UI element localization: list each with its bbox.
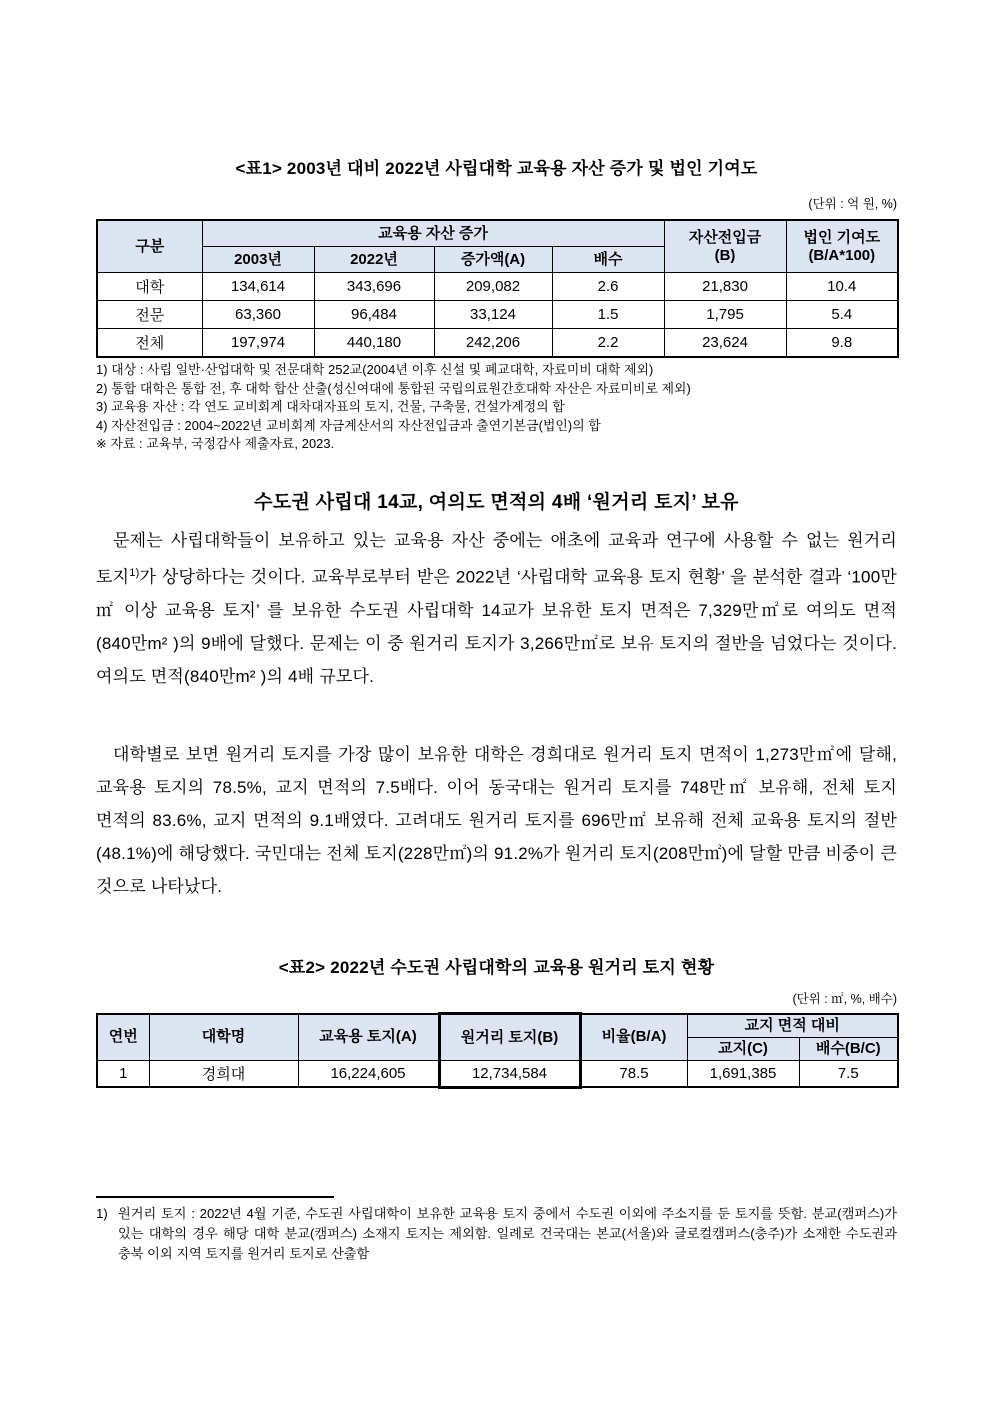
page-footnote [96, 1204, 897, 1264]
table1-header-multiple: 배수 [552, 247, 664, 273]
table-cell: 134,614 [202, 273, 314, 301]
paragraph-1 [96, 524, 897, 693]
table1-header-increase: 증가액(A) [434, 247, 552, 273]
table-cell: 21,830 [664, 273, 786, 301]
table1-footnote-1: 1) 대상 : 사립 일반·산업대학 및 전문대학 252교(2004년 이후 신설 및 폐교대학, 자료미비 대학 제외) [96, 362, 654, 377]
table-cell: 1 [97, 1060, 149, 1087]
table1-header-contribution-line1: 법인 기여도 [803, 229, 881, 247]
table2-header-ratio: 비율(B/A) [580, 1014, 687, 1061]
table1-header-contribution-line2: (B/A*100) [808, 246, 876, 264]
table-cell-remote-land: 12,734,584 [439, 1060, 580, 1087]
page-footnote-text: 원거리 토지 : 2022년 4월 기준, 수도권 사립대학이 보유한 교육용 토지 중에서 수도권 이외에 주소지를 둔 토지를 뜻함. 분교(캠퍼스)가 있는 대학의 경우 해당 대학 분교(캠퍼스) 소재지 토지는 제외함. 일례로 건국대는 본교(서울)와 글로컬캠퍼스(충주)가 소재한 수도권과 충북 이외 지역 토지를 원거리 토지로 산출함 [118, 1206, 897, 1261]
table1-row-label: 전문 [97, 301, 202, 329]
table2-header-edu-land: 교육용 토지(A) [298, 1014, 439, 1061]
table2-header-university: 대학명 [149, 1014, 298, 1061]
footnote-reference: 1) [129, 567, 140, 579]
table-cell: 242,206 [434, 329, 552, 358]
table1-footnotes [96, 361, 897, 454]
paragraph-1-text: 문제는 사립대학들이 보유하고 있는 교육용 자산 중에는 애초에 교육과 연구에 사용할 수 없는 원거리 토지 [96, 531, 897, 587]
table-cell: 16,224,605 [298, 1060, 439, 1087]
table2-unit-note: (단위 : ㎡, %, 배수) [792, 992, 897, 1006]
table-cell: 209,082 [434, 273, 552, 301]
table1-title: <표1> 2003년 대비 2022년 사립대학 교육용 자산 증가 및 법인 기여도 [235, 159, 758, 178]
table1-header-contribution [786, 220, 898, 273]
table-cell: 경희대 [149, 1060, 298, 1087]
table2-header-remote-land: 원거리 토지(B) [439, 1014, 580, 1061]
table1-source-note: ※ 자료 : 교육부, 국정감사 제출자료, 2023. [96, 436, 335, 452]
footnote-separator [96, 1196, 334, 1198]
paragraph-1-text-cont: 가 상당하다는 것이다. 교육부로부터 받은 2022년 ‘사립대학 교육용 토지 현황’ 을 분석한 결과 ‘100만㎡ 이상 교육용 토지’ 를 보유한 수도권 사립대학 14교가 보유한 토지 면적은 7,329만㎡로 여의도 면적(840만m² )의 9배에 달했다. 문제는 이 중 원거리 토지가 3,266만㎡로 보유 토지의 절반을 넘었다는 것이다. 여의도 면적(840만m² )의 4배 규모다. [96, 567, 897, 686]
table1-header-transfer-line1: 자산전입금 [688, 229, 762, 247]
table2-header-campus-group: 교지 면적 대비 [687, 1014, 898, 1038]
table1-header-transfer-line2: (B) [714, 246, 736, 264]
table-cell: 9.8 [786, 329, 898, 358]
table1-row-label: 전체 [97, 329, 202, 358]
table-cell: 78.5 [580, 1060, 687, 1087]
table-cell: 7.5 [799, 1060, 898, 1087]
table1-footnote-3: 3) 교육용 자산 : 각 연도 교비회계 대차대자표의 토지, 건물, 구축물, 건설가계정의 합 [96, 399, 565, 415]
table-cell: 5.4 [786, 301, 898, 329]
table-cell: 1,795 [664, 301, 786, 329]
table-cell: 33,124 [434, 301, 552, 329]
table-cell: 1,691,385 [687, 1060, 799, 1087]
paragraph-2: 대학별로 보면 원거리 토지를 가장 많이 보유한 대학은 경희대로 원거리 토지 면적이 1,273만㎡에 달해, 교육용 토지의 78.5%, 교지 면적의 7.5배다. 이어 동국대는 원거리 토지를 748만㎡ 보유해, 전체 토지 면적의 83.6%, 교지 면적의 9.1배였다. 고려대도 원거리 토지를 696만㎡ 보유해 전체 교육용 토지의 절반(48.1%)에 해당했다. 국민대는 전체 토지(228만㎡)의 91.2%가 원거리 토지(208만㎡)에 달할 만큼 비중이 큰 것으로 나타났다. [96, 745, 897, 896]
table-cell: 96,484 [314, 301, 434, 329]
table1-footnote-4: 4) 자산전입금 : 2004~2022년 교비회계 자금계산서의 자산전입금과 출연기본금(법인)의 합 [96, 417, 601, 433]
table1-header-2022: 2022년 [314, 247, 434, 273]
table-cell: 197,974 [202, 329, 314, 358]
page-footnote-marker: 1) [96, 1206, 108, 1221]
table-cell: 10.4 [786, 273, 898, 301]
table2-header-campus: 교지(C) [687, 1037, 799, 1060]
table-cell: 63,360 [202, 301, 314, 329]
table-row [97, 1060, 898, 1087]
table-cell: 1.5 [552, 301, 664, 329]
table-row [97, 273, 898, 301]
table-cell: 343,696 [314, 273, 434, 301]
table1-row-label: 대학 [97, 273, 202, 301]
table-row [97, 329, 898, 358]
table-cell: 23,624 [664, 329, 786, 358]
table-cell: 440,180 [314, 329, 434, 358]
table-row [97, 301, 898, 329]
table1-header-transfer [664, 220, 786, 273]
table2-header-no: 연번 [97, 1014, 149, 1061]
table2-header-multiple: 배수(B/C) [799, 1037, 898, 1060]
table-cell: 2.2 [552, 329, 664, 358]
table1-header-asset-group: 교육용 자산 증가 [202, 220, 664, 247]
table1-asset-increase [96, 219, 899, 358]
section-heading: 수도권 사립대 14교, 여의도 면적의 4배 ‘원거리 토지’ 보유 [254, 492, 739, 513]
table2-title: <표2> 2022년 수도권 사립대학의 교육용 원거리 토지 현황 [278, 958, 715, 977]
table1-footnote-2: 2) 통합 대학은 통합 전, 후 대학 합산 산출(성신여대에 통합된 국립의료원간호대학 자산은 자료미비로 제외) [96, 380, 691, 396]
table-cell: 2.6 [552, 273, 664, 301]
table1-header-gubun: 구분 [97, 220, 202, 273]
table1-unit-note: (단위 : 억 원, %) [808, 197, 897, 211]
table2-remote-land [96, 1012, 899, 1089]
table1-header-2003: 2003년 [202, 247, 314, 273]
